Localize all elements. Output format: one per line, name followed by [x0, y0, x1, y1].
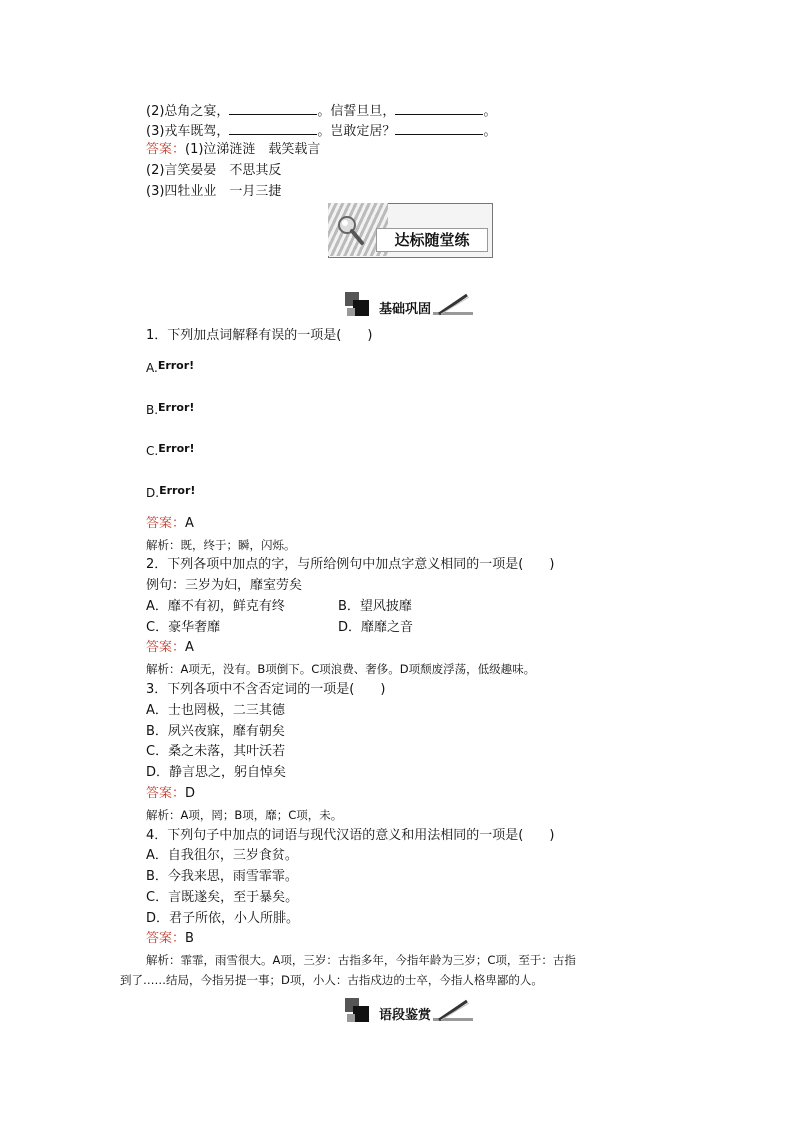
analysis-text: A项无，没有。B项倒下。C项浪费、奢侈。D项颓废浮荡，低级趣味。	[180, 662, 536, 676]
q3-stem: 3．下列各项中不含否定词的一项是( )	[146, 682, 386, 697]
q4-option-d: D．君子所依，小人所腓。	[146, 911, 300, 926]
magnifier-icon	[334, 213, 368, 247]
q3-option-c: C．桑之未落，其叶沃若	[146, 744, 286, 759]
q1-option-c	[146, 443, 195, 460]
banner-title: 达标随堂练	[376, 228, 488, 252]
option-letter: D.	[146, 486, 160, 500]
q2-example: 例句：三岁为妇，靡室劳矣	[146, 578, 303, 593]
q3-option-a: A．士也罔极，二三其德	[146, 703, 285, 718]
pen-icon	[433, 998, 475, 1026]
pen-icon	[433, 292, 475, 320]
option-c: C．豪华奢靡	[146, 620, 221, 635]
answer-text: (1)泣涕涟涟 载笑载言	[185, 142, 321, 157]
q2-options-row-1	[146, 599, 546, 615]
top-answer-line-1	[146, 142, 320, 158]
option-d: D．靡靡之音	[338, 620, 414, 635]
q4-option-a: A．自我徂尔，三岁食贫。	[146, 848, 298, 863]
section-square-decoration	[353, 300, 369, 316]
fill-line-2	[146, 102, 496, 120]
q1-stem: 1．下列加点词解释有误的一项是( )	[146, 328, 373, 343]
answer-label: 答案：	[146, 931, 186, 946]
fill-blank	[229, 122, 317, 135]
option-letter: B.	[146, 403, 159, 417]
section-header-basic	[345, 292, 477, 320]
q4-stem: 4．下列句子中加点的词语与现代汉语的意义和用法相同的一项是( )	[146, 828, 555, 843]
option-text: Error!	[159, 484, 196, 497]
option-letter: C.	[146, 444, 159, 458]
q2-stem: 2．下列各项中加点的字，与所给例句中加点字意义相同的一项是( )	[146, 557, 555, 572]
analysis-text: 霏霏，雨雪很大。A项，三岁：古指多年，今指年龄为三岁；C项，至于：古指	[180, 953, 576, 967]
analysis-text: 既，终于；瞬，闪烁。	[180, 538, 296, 552]
option-letter: A.	[146, 361, 158, 375]
analysis-label: 解析：	[146, 538, 181, 552]
section-header-reading	[345, 998, 477, 1026]
q1-option-d	[146, 485, 195, 502]
top-answer-line-2: (2)言笑晏晏 不思其反	[146, 163, 282, 178]
fill-blank	[395, 102, 483, 115]
option-text: Error!	[157, 359, 195, 372]
answer-label: 答案：	[146, 516, 186, 531]
analysis-label: 解析：	[146, 808, 181, 822]
section-square-decoration	[347, 1014, 355, 1022]
answer-value: A	[185, 516, 194, 531]
analysis-label: 解析：	[146, 662, 181, 676]
answer-label: 答案：	[146, 142, 186, 157]
fill-blank	[395, 122, 483, 135]
fill-text: (2)总角之宴，	[146, 104, 230, 119]
q2-options-row-2	[146, 620, 546, 636]
option-text: Error!	[158, 401, 195, 414]
q2-answer	[146, 640, 194, 656]
q1-analysis	[146, 537, 296, 553]
fill-blank	[229, 102, 317, 115]
q3-answer	[146, 786, 195, 802]
option-b: B．望风披靡	[338, 599, 412, 614]
q4-analysis-line-1	[146, 952, 576, 968]
q1-option-a	[146, 360, 194, 377]
q4-option-b: B．今我来思，雨雪霏霏。	[146, 869, 298, 884]
option-text: Error!	[158, 442, 195, 455]
section-square-decoration	[353, 1006, 369, 1022]
q4-option-c: C．言既遂矣，至于暴矣。	[146, 890, 299, 905]
top-answer-line-3: (3)四牡业业 一月三捷	[146, 184, 282, 199]
section-square-decoration	[347, 308, 355, 316]
fill-text: (3)戎车既驾，	[146, 124, 230, 139]
fill-text: 。岂敢定居？	[317, 124, 396, 139]
section-title: 基础巩固	[379, 302, 432, 317]
section-banner	[328, 203, 493, 258]
answer-label: 答案：	[146, 640, 186, 655]
section-title: 语段鉴赏	[379, 1008, 432, 1023]
answer-label: 答案：	[146, 786, 186, 801]
fill-text: 。	[483, 104, 497, 119]
q1-answer	[146, 516, 194, 532]
answer-value: A	[185, 640, 194, 655]
fill-line-3	[146, 122, 496, 140]
answer-value: D	[185, 786, 196, 801]
q3-analysis	[146, 807, 342, 823]
q4-analysis-line-2: 到了……结局，今指另提一事；D项，小人：古指戍边的士卒，今指人格卑鄙的人。	[120, 973, 543, 987]
q1-option-b	[146, 402, 194, 419]
analysis-text: A项，罔；B项，靡；C项，未。	[180, 808, 343, 822]
q4-answer	[146, 931, 194, 947]
q3-option-d: D．静言思之，躬自悼矣	[146, 765, 287, 780]
fill-text: 。信誓旦旦，	[317, 104, 396, 119]
answer-value: B	[185, 931, 194, 946]
analysis-label: 解析：	[146, 953, 181, 967]
q2-analysis	[146, 661, 535, 677]
option-a: A．靡不有初，鲜克有终	[146, 599, 285, 614]
q3-option-b: B．夙兴夜寐，靡有朝矣	[146, 724, 285, 739]
fill-text: 。	[483, 124, 497, 139]
